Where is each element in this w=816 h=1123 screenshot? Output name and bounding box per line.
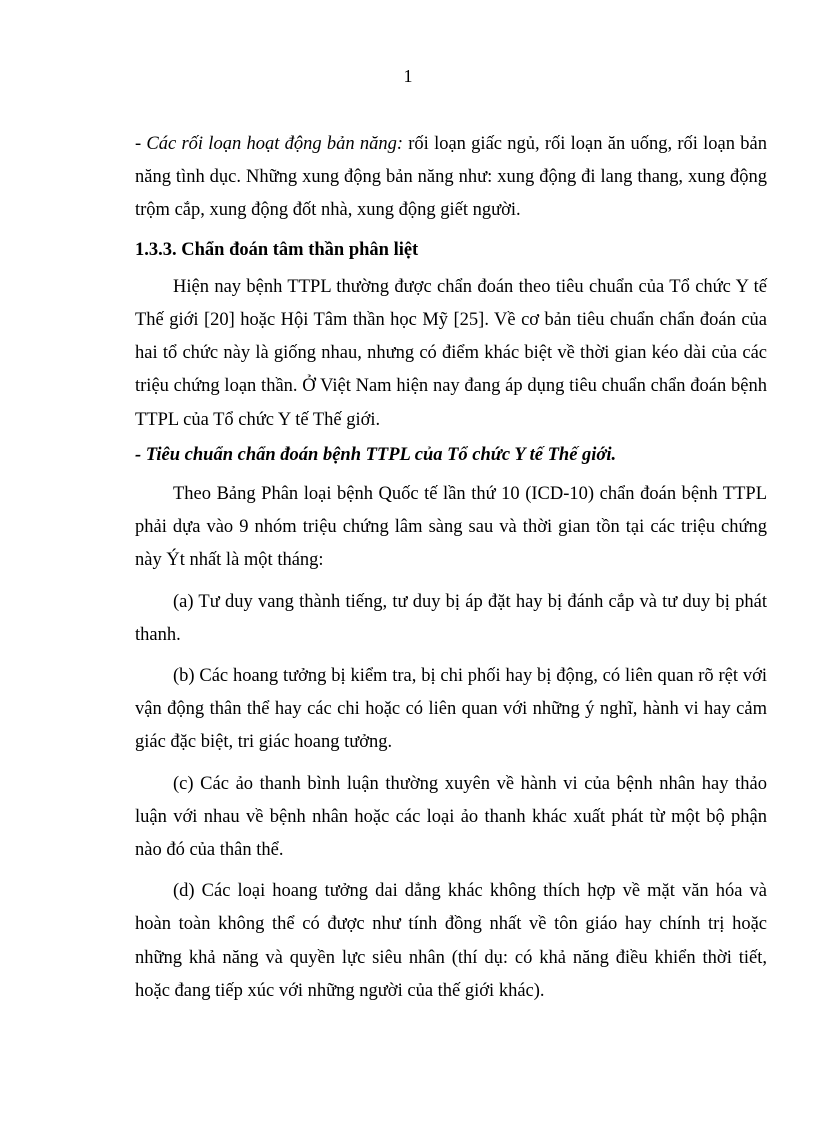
criterion-c: (c) Các ảo thanh bình luận thường xuyên về hành vi của bệnh nhân hay thảo luận với nhau về bệnh nhân hoặc các loại ảo thanh khác xuất phát từ một bộ phận nào đó của thân thể. — [135, 773, 767, 861]
instinct-disorders-paragraph — [135, 128, 767, 228]
instinct-disorders-lead: - Các rối loạn hoạt động bản năng: — [135, 134, 404, 154]
criterion-d: (d) Các loại hoang tưởng dai dẳng khác không thích hợp về mặt văn hóa và hoàn toàn không thể có được như tính đồng nhất về tôn giáo hay chính trị hoặc những khả năng và quyền lực siêu nhân (thí dụ: có khả năng điều khiển thời tiết, hoặc đang tiếp xúc với những người của thế giới khác). — [135, 881, 767, 1001]
intro-paragraph: Hiện nay bệnh TTPL thường được chẩn đoán theo tiêu chuẩn của Tổ chức Y tế Thế giới [20] hoặc Hội Tâm thần học Mỹ [25]. Về cơ bản tiêu chuẩn chẩn đoán của hai tổ chức này là giống nhau, nhưng có điểm khác biệt về thời gian kéo dài của các triệu chứng loạn thần. Ở Việt Nam hiện nay đang áp dụng tiêu chuẩn chẩn đoán bệnh TTPL của Tổ chức Y tế Thế giới. — [135, 276, 767, 430]
icd-paragraph: Theo Bảng Phân loại bệnh Quốc tế lần thứ 10 (ICD-10) chẩn đoán bệnh TTPL phải dựa vào 9 nhóm triệu chứng lâm sàng sau và thời gian tồn tại các triệu chứng này Ýt nhất là một tháng: — [135, 484, 767, 571]
document-body — [135, 128, 767, 1008]
criteria-subheading: - Tiêu chuẩn chẩn đoán bệnh TTPL của Tổ chức Y tế Thế giới. — [135, 444, 617, 465]
criterion-b: (b) Các hoang tưởng bị kiểm tra, bị chi phối hay bị động, có liên quan rõ rệt với vận động thân thể hay các chi hoặc có liên quan với những ý nghĩ, hành vi hay cảm giác đặc biệt, tri giác hoang tưởng. — [135, 666, 767, 753]
instinct-disorders-text: rối loạn giấc ngủ, rối loạn ăn uống, rối loạn bản năng tình dục. Những xung động bản năng như: xung động đi lang thang, xung động trộm cắp, xung động đốt nhà, xung động giết người. — [135, 134, 767, 221]
criterion-a: (a) Tư duy vang thành tiếng, tư duy bị áp đặt hay bị đánh cắp và tư duy bị phát thanh. — [135, 591, 767, 645]
section-heading: 1.3.3. Chẩn đoán tâm thần phân liệt — [135, 239, 419, 260]
page-number: 1 — [403, 66, 413, 86]
